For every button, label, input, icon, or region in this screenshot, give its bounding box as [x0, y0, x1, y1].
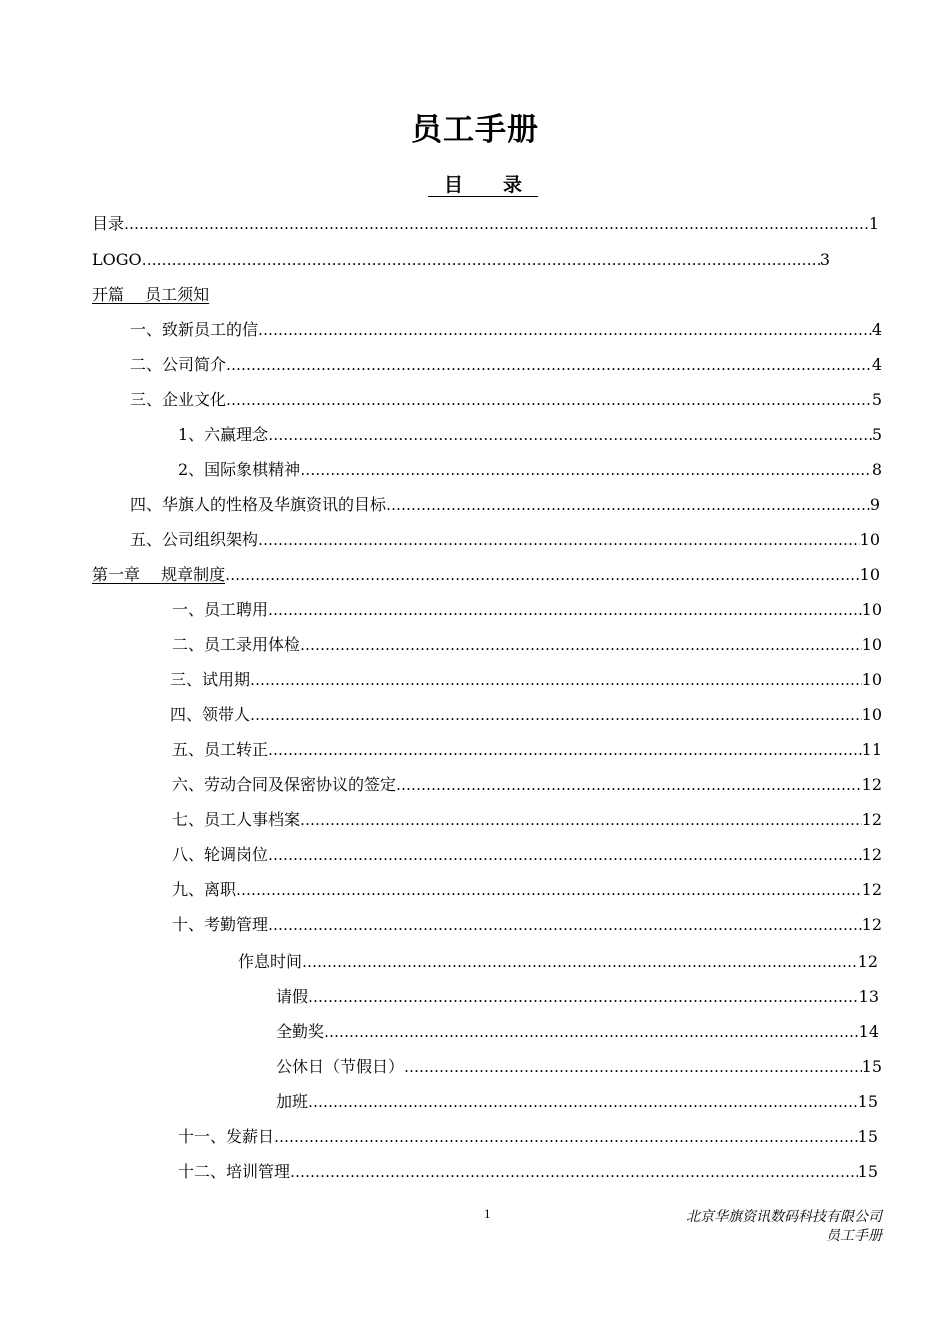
toc-entry[interactable]: [178, 1160, 878, 1184]
toc-entry-label: 全勤奖: [276, 1022, 325, 1041]
toc-entry-page: 14: [858, 1022, 879, 1041]
toc-entry-page: 13: [858, 987, 879, 1006]
toc-entry-label: LOGO: [92, 250, 142, 269]
toc-entry-label: 四、领带人: [170, 705, 251, 724]
toc-entry[interactable]: [172, 633, 882, 657]
toc-entry[interactable]: [172, 738, 882, 762]
toc-entry-page: 10: [859, 530, 880, 549]
toc-entry[interactable]: [130, 388, 882, 412]
toc-entry-page: 15: [857, 1162, 878, 1181]
toc-entry[interactable]: [172, 808, 882, 832]
toc-entry[interactable]: [130, 493, 880, 517]
toc-entry-label: 一、致新员工的信: [130, 320, 259, 339]
toc-entry-page: 10: [861, 705, 882, 724]
toc-entry-label: 四、华旗人的性格及华旗资讯的目标: [130, 495, 387, 514]
toc-entry-label: 请假: [276, 987, 309, 1006]
toc-entry-label: 二、公司简介: [130, 355, 227, 374]
toc-entry-page: 12: [861, 775, 882, 794]
toc-entry[interactable]: [172, 773, 882, 797]
toc-entry-label: 2、国际象棋精神: [178, 460, 301, 479]
toc-entry[interactable]: [238, 950, 878, 974]
toc-leader-dots: [258, 318, 872, 342]
toc-leader-dots: [268, 843, 862, 867]
footer-doc-name: 员工手册: [826, 1228, 882, 1244]
toc-entry-label: 六、劳动合同及保密协议的签定: [172, 775, 397, 794]
toc-entry-label: 作息时间: [238, 952, 303, 971]
toc-leader-dots: [386, 493, 870, 517]
toc-entry-page: 10: [861, 635, 882, 654]
toc-entry-page: 15: [857, 1092, 878, 1111]
toc-entry-label: 五、公司组织架构: [130, 530, 259, 549]
toc-entry[interactable]: [172, 843, 882, 867]
toc-entry-page: 12: [857, 952, 878, 971]
toc-leader-dots: [225, 563, 860, 587]
toc-entry-page: 3: [819, 250, 830, 269]
toc-leader-dots: [268, 738, 862, 762]
toc-entry[interactable]: [276, 1020, 879, 1044]
toc-leader-dots: [250, 668, 862, 692]
toc-entry-page: 10: [861, 670, 882, 689]
toc-leader-dots: [268, 598, 862, 622]
toc-heading-char-1: 目: [443, 174, 463, 196]
toc-leader-dots: [268, 913, 862, 937]
toc-entry-label: 三、企业文化: [130, 390, 227, 409]
toc-entry[interactable]: [172, 878, 882, 902]
toc-entry-page: 12: [861, 880, 882, 899]
toc-entry-page: 9: [869, 495, 880, 514]
toc-entry-label: 七、员工人事档案: [172, 810, 301, 829]
toc-chapter-entry[interactable]: [92, 563, 880, 587]
toc-entry-page: 12: [861, 915, 882, 934]
toc-entry[interactable]: [178, 1125, 878, 1149]
toc-leader-dots: [308, 985, 859, 1009]
toc-entry[interactable]: [178, 423, 882, 447]
toc-entry-label: 十、考勤管理: [172, 915, 269, 934]
toc-heading: [428, 170, 538, 197]
toc-leader-dots: [124, 212, 869, 236]
toc-leader-dots: [300, 808, 862, 832]
toc-leader-dots: [290, 1160, 858, 1184]
page-number: 1: [484, 1206, 491, 1221]
toc-entry-page: 10: [861, 600, 882, 619]
toc-entry-label: 三、试用期: [170, 670, 251, 689]
toc-entry[interactable]: [92, 248, 830, 272]
toc-entry-label: 目录: [92, 214, 125, 233]
toc-leader-dots: [268, 423, 872, 447]
toc-entry[interactable]: [276, 1055, 882, 1079]
toc-entry[interactable]: [130, 353, 882, 377]
toc-entry-label: 公休日（节假日）: [276, 1057, 405, 1076]
toc-entry-page: 4: [871, 355, 882, 374]
toc-entry-label: 五、员工转正: [172, 740, 269, 759]
toc-entry-page: 8: [871, 460, 882, 479]
toc-entry[interactable]: [172, 913, 882, 937]
toc-entry[interactable]: [172, 598, 882, 622]
toc-leader-dots: [300, 633, 862, 657]
toc-entry-label: 八、轮调岗位: [172, 845, 269, 864]
toc-leader-dots: [250, 703, 862, 727]
toc-leader-dots: [236, 878, 862, 902]
toc-entry[interactable]: [130, 528, 880, 552]
toc-entry[interactable]: [130, 318, 882, 342]
toc-leader-dots: [302, 950, 858, 974]
toc-entry-label: 一、员工聘用: [172, 600, 269, 619]
toc-entry-page: 15: [861, 1057, 882, 1076]
toc-leader-dots: [274, 1125, 858, 1149]
toc-entry-page: 5: [871, 425, 882, 444]
toc-leader-dots: [324, 1020, 859, 1044]
toc-entry[interactable]: [170, 668, 882, 692]
toc-leader-dots: [404, 1055, 862, 1079]
toc-entry[interactable]: [276, 985, 879, 1009]
toc-leader-dots: [300, 458, 872, 482]
toc-entry-label: 十一、发薪日: [178, 1127, 275, 1146]
toc-leader-dots: [396, 773, 862, 797]
footer-company: 北京华旗资讯数码科技有限公司: [686, 1209, 882, 1225]
toc-entry-label: 十二、培训管理: [178, 1162, 291, 1181]
toc-entry-label: 第一章 规章制度: [92, 565, 226, 584]
toc-leader-dots: [142, 248, 820, 272]
toc-entry[interactable]: [170, 703, 882, 727]
toc-leader-dots: [226, 388, 872, 412]
page-footer: [686, 1208, 882, 1246]
toc-heading-char-2: 录: [503, 174, 523, 196]
toc-entry-label: 九、离职: [172, 880, 237, 899]
toc-entry-page: 12: [861, 845, 882, 864]
toc-entry-page: 1: [868, 214, 879, 233]
toc-leader-dots: [308, 1090, 858, 1114]
toc-entry-label: 加班: [276, 1092, 309, 1111]
document-title: 员工手册: [411, 112, 539, 148]
toc-entry-page: 5: [871, 390, 882, 409]
toc-entry[interactable]: [276, 1090, 878, 1114]
toc-entry-page: 11: [861, 740, 882, 759]
toc-entry-page: 10: [859, 565, 880, 584]
toc-section-heading[interactable]: 开篇 员工须知: [92, 285, 210, 304]
toc-entry[interactable]: [92, 212, 879, 236]
toc-leader-dots: [226, 353, 872, 377]
toc-entry[interactable]: [178, 458, 882, 482]
toc-leader-dots: [258, 528, 860, 552]
toc-entry-page: 4: [871, 320, 882, 339]
toc-entry-page: 12: [861, 810, 882, 829]
toc-entry-label: 二、员工录用体检: [172, 635, 301, 654]
toc-entry-page: 15: [857, 1127, 878, 1146]
toc-entry-label: 1、六赢理念: [178, 425, 269, 444]
